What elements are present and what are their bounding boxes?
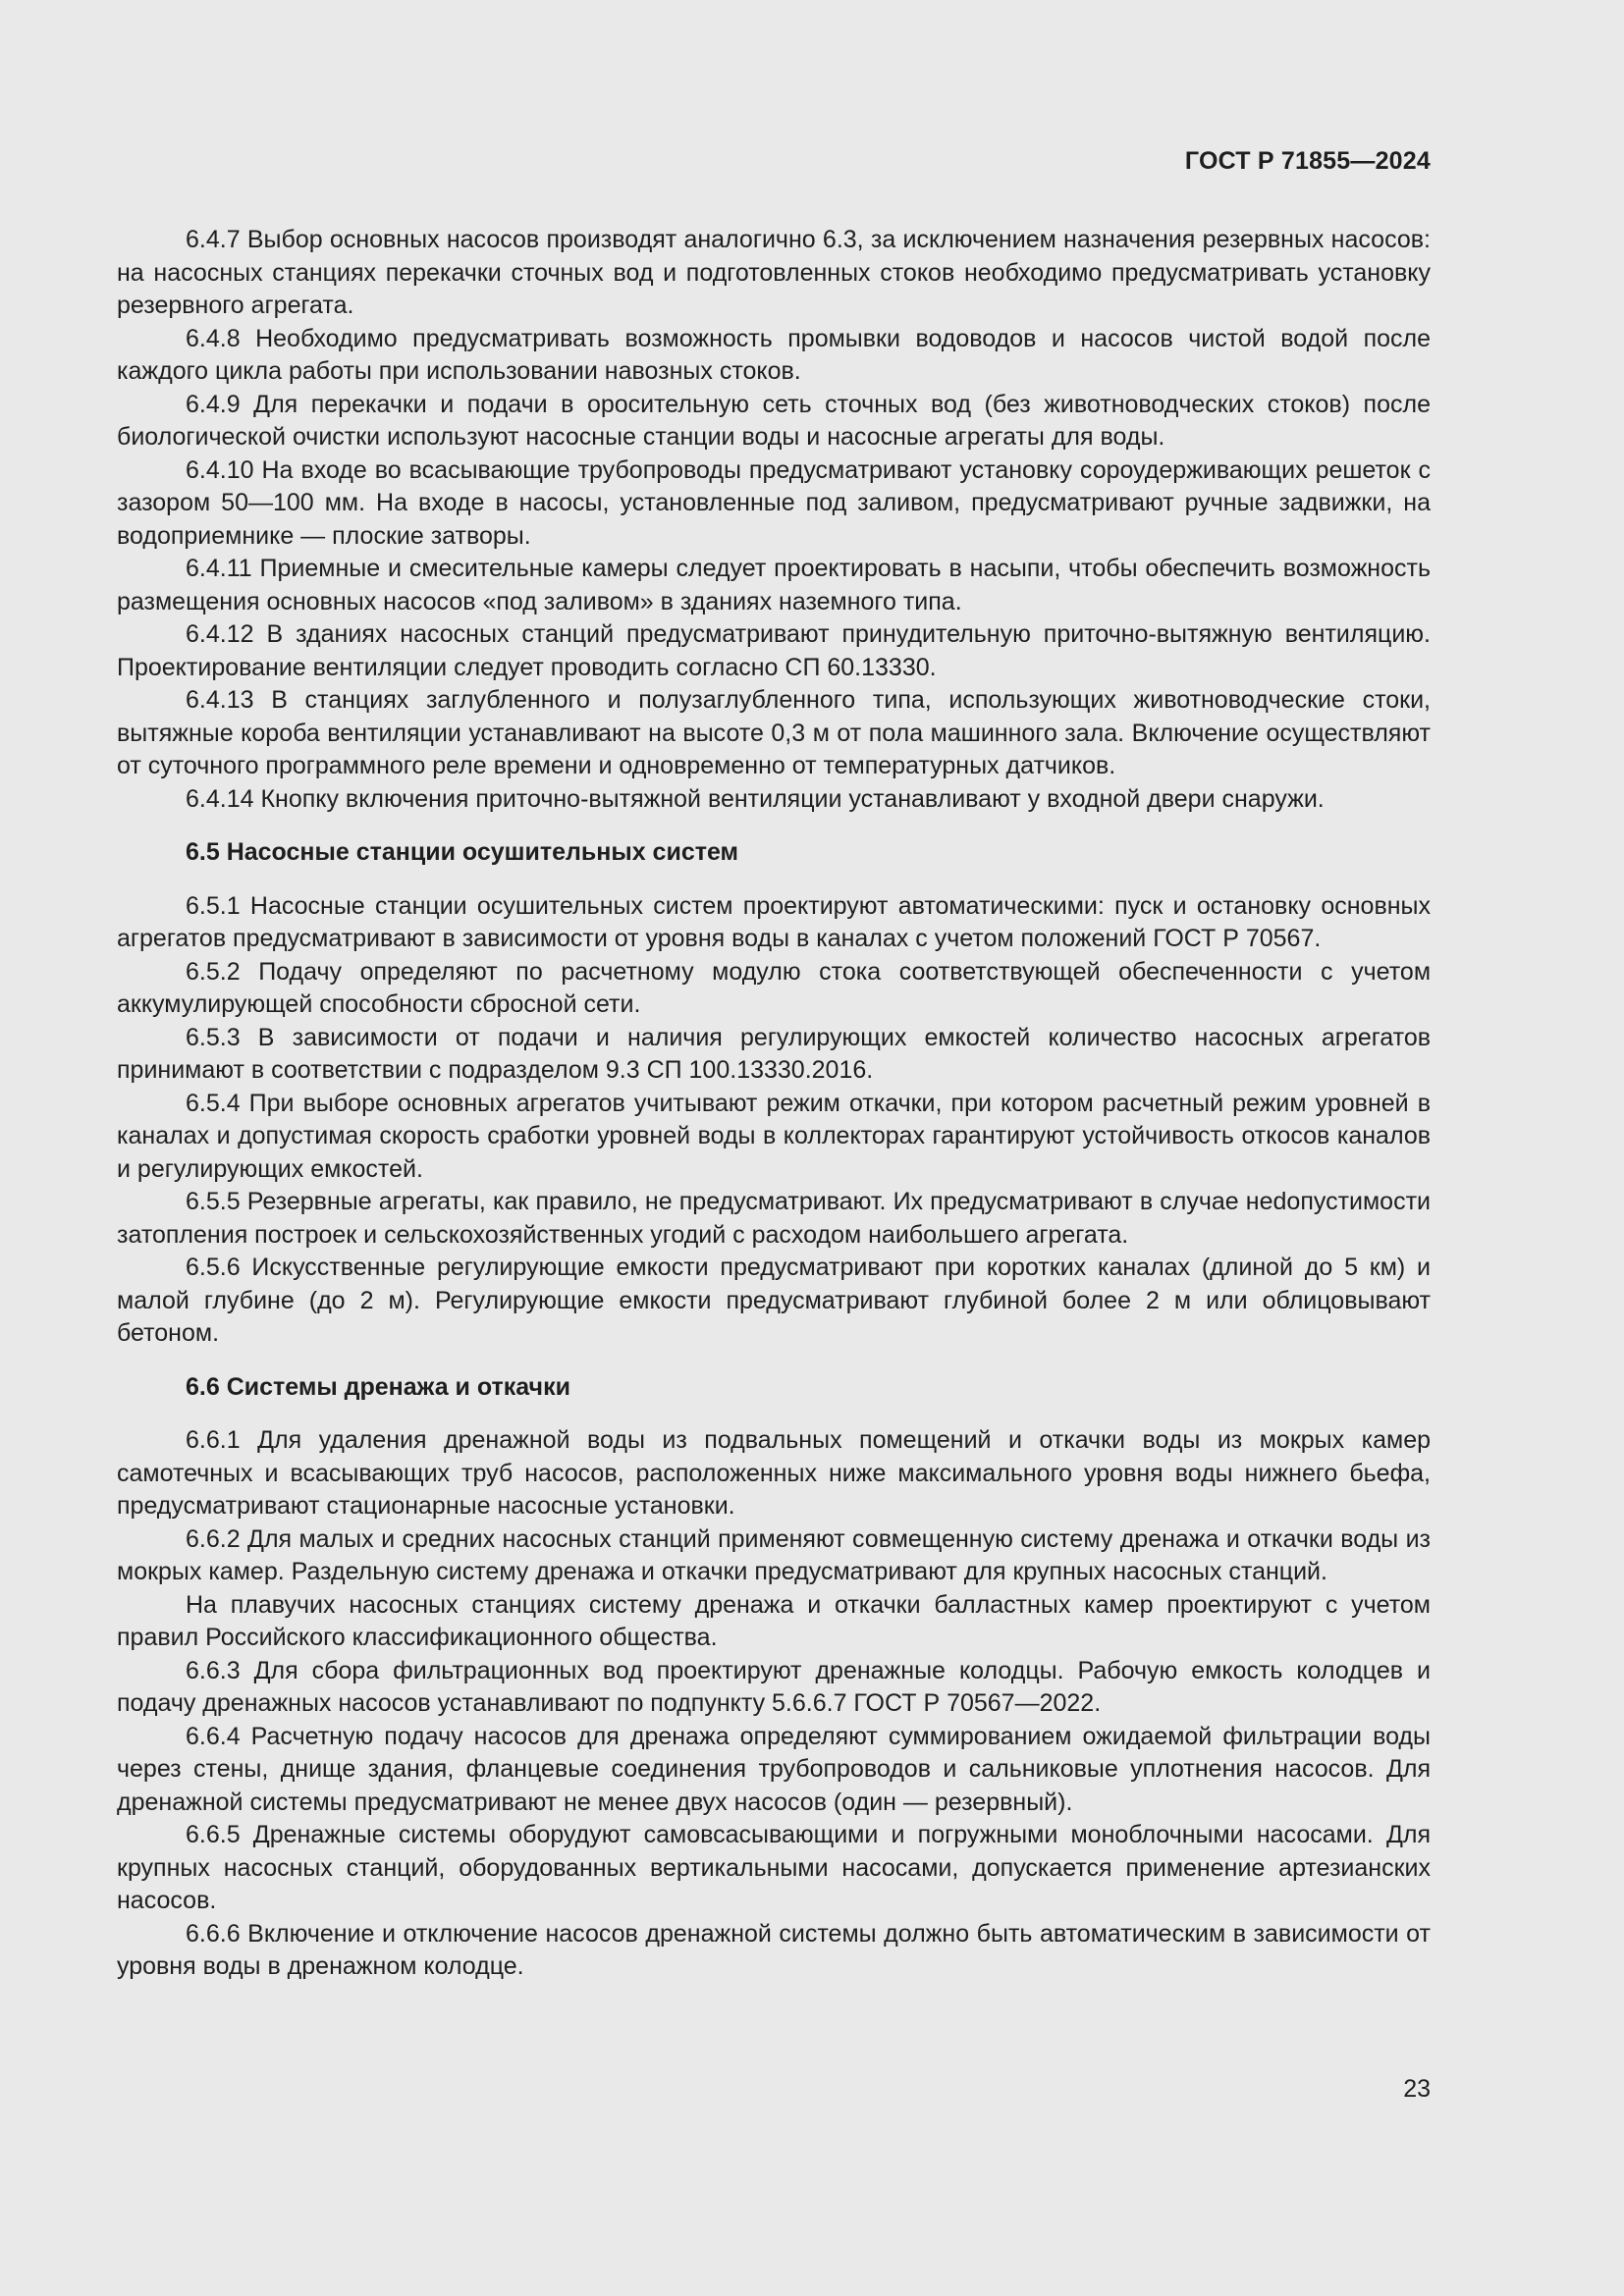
- paragraph-6-6-2: 6.6.2 Для малых и средних насосных станций применяют совмещенную систему дренажа и откачки воды из мокрых камер. Раздельную систему дренажа и откачки предусматривают для крупных насосных станций.: [117, 1524, 1431, 1585]
- page-number: 23: [1403, 2075, 1431, 2103]
- paragraph-6-6-1: 6.6.1 Для удаления дренажной воды из подвальных помещений и откачки воды из мокрых камер самотечных и всасывающих труб насосов, расположенных ниже максимального уровня воды нижнего бьефа, предусматривают стационарные насосные установки.: [117, 1426, 1431, 1520]
- paragraph-6-4-11: 6.4.11 Приемные и смесительные камеры следует проектировать в насыпи, чтобы обеспечить возможность размещения основных насосов «под заливом» в зданиях наземного типа.: [117, 555, 1431, 615]
- paragraph-6-4-9: 6.4.9 Для перекачки и подачи в оросительную сеть сточных вод (без животноводческих стоков) после биологической очистки используют насосные станции воды и насосные агрегаты для воды.: [117, 390, 1431, 451]
- paragraph-6-6-5: 6.6.5 Дренажные системы оборудуют самовсасывающими и погружными моноблочными насосами. Для крупных насосных станций, оборудованных вертикальными насосами, допускается применение артезианских насосов.: [117, 1821, 1431, 1914]
- paragraph-6-5-2: 6.5.2 Подачу определяют по расчетному модулю стока соответствующей обеспеченности с учетом аккумулирующей способности сбросной сети.: [117, 957, 1431, 1018]
- paragraph-6-4-13: 6.4.13 В станциях заглубленного и полузаглубленного типа, использующих животноводческие стоки, вытяжные короба вентиляции устанавливают на высоте 0,3 м от пола машинного зала. Включение осуществляют от суточного программного реле времени и одновременно от температурных датчиков.: [117, 686, 1431, 779]
- paragraph-6-6-6: 6.6.6 Включение и отключение насосов дренажной системы должно быть автоматическим в зависимости от уровня воды в дренажном колодце.: [117, 1919, 1431, 1980]
- paragraph-6-5-3: 6.5.3 В зависимости от подачи и наличия регулирующих емкостей количество насосных агрегатов принимают в соответствии с подразделом 9.3 СП 100.13330.2016.: [117, 1023, 1431, 1084]
- document-body: [117, 224, 1431, 1984]
- paragraph-6-6-4: 6.6.4 Расчетную подачу насосов для дренажа определяют суммированием ожидаемой фильтрации воды через стены, днище здания, фланцевые соединения трубопроводов и сальниковые уплотнения насосов. Для дренажной системы предусматривают не менее двух насосов (один — резервный).: [117, 1722, 1431, 1816]
- section-heading-6-6: 6.6 Системы дренажа и откачки: [186, 1372, 570, 1401]
- paragraph-6-4-8: 6.4.8 Необходимо предусматривать возможность промывки водоводов и насосов чистой водой после каждого цикла работы при использовании навозных стоков.: [117, 324, 1431, 385]
- document-code-header: ГОСТ Р 71855—2024: [1184, 147, 1431, 175]
- paragraph-6-5-1: 6.5.1 Насосные станции осушительных систем проектируют автоматическими: пуск и остановку основных агрегатов предусматривают в зависимости от уровня воды в каналах с учетом положений ГОСТ Р 70567.: [117, 891, 1431, 952]
- paragraph-6-6-3: 6.6.3 Для сбора фильтрационных вод проектируют дренажные колодцы. Рабочую емкость колодцев и подачу дренажных насосов устанавливают по подпункту 5.6.6.7 ГОСТ Р 70567—2022.: [117, 1656, 1431, 1717]
- section-heading-6-5: 6.5 Насосные станции осушительных систем: [186, 838, 739, 866]
- paragraph-6-4-14: 6.4.14 Кнопку включения приточно-вытяжной вентиляции устанавливают у входной двери снаружи.: [186, 784, 1325, 813]
- paragraph-6-5-4: 6.5.4 При выборе основных агрегатов учитывают режим откачки, при котором расчетный режим уровней в каналах и допустимая скорость сработки уровней воды в коллекторах гарантируют устойчивость откосов каналов и регулирующих емкостей.: [117, 1089, 1431, 1183]
- paragraph-6-5-6: 6.5.6 Искусственные регулирующие емкости предусматривают при коротких каналах (длиной до 5 км) и малой глубине (до 2 м). Регулирующие емкости предусматривают глубиной более 2 м или облицовывают бетоном.: [117, 1254, 1431, 1347]
- paragraph-6-5-5: 6.5.5 Резервные агрегаты, как правило, не предусматривают. Их предусматривают в случае неdопустимости затопления построек и сельскохозяйственных угодий с расходом наибольшего агрегата.: [117, 1188, 1431, 1249]
- paragraph-6-4-7: 6.4.7 Выбор основных насосов производят аналогично 6.3, за исключением назначения резервных насосов: на насосных станциях перекачки сточных вод и подготовленных стоков необходимо предусматривать установку резервного агрегата.: [117, 226, 1431, 319]
- paragraph-6-4-10: 6.4.10 На входе во всасывающие трубопроводы предусматривают установку сороудерживающих решеток с зазором 50—100 мм. На входе в насосы, установленные под заливом, предусматривают ручные задвижки, на водоприемнике — плоские затворы.: [117, 455, 1431, 550]
- paragraph-6-4-12: 6.4.12 В зданиях насосных станций предусматривают принудительную приточно-вытяжную вентиляцию. Проектирование вентиляции следует проводить согласно СП 60.13330.: [117, 620, 1431, 681]
- paragraph-6-6-2-floating: На плавучих насосных станциях систему дренажа и откачки балластных камер проектируют с учетом правил Российского классификационного общества.: [117, 1590, 1431, 1651]
